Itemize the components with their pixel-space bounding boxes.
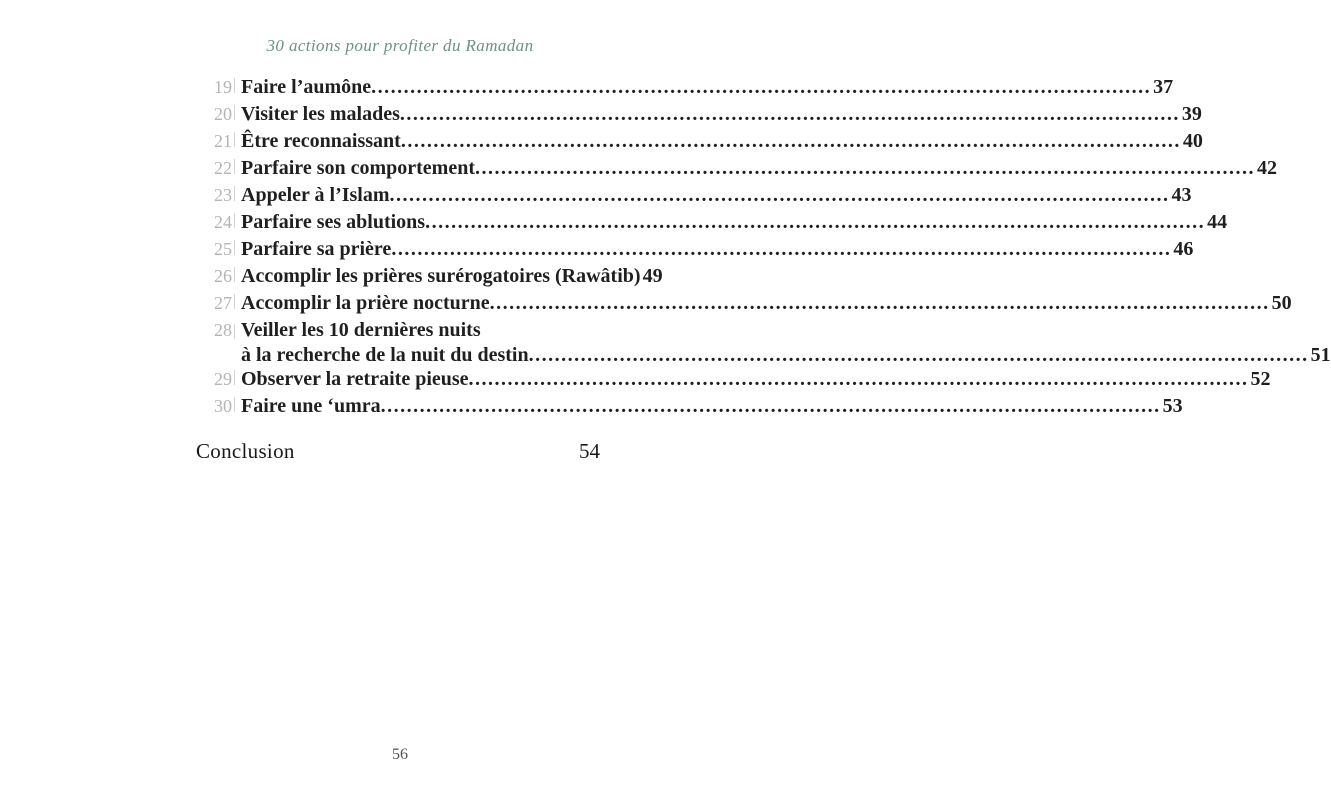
number-separator: [234, 213, 235, 228]
dot-leader: [381, 393, 1161, 420]
toc-entry-number: 30: [214, 396, 232, 416]
number-separator: [234, 132, 235, 147]
dot-leader: [391, 236, 1171, 263]
toc-entry-page: 46: [1173, 238, 1194, 260]
toc-entry-page: 44: [1207, 211, 1228, 233]
toc-entry-title-line2: à la recherche de la nuit du destin: [241, 344, 529, 366]
dot-leader: [401, 128, 1181, 155]
number-separator: [234, 397, 235, 412]
toc-entry: [214, 236, 1194, 263]
toc-entry-page: 53: [1162, 395, 1183, 417]
dot-leader: [490, 290, 1270, 317]
toc-entry: [214, 101, 1202, 128]
toc-entry-number: 25: [214, 239, 232, 259]
toc-entry-title: Accomplir les prières surérogatoires (Rawâtib): [241, 265, 641, 287]
toc-entry: [214, 74, 1174, 101]
toc-entry-page: 43: [1171, 184, 1192, 206]
toc-entry-title: Faire une ‘umra: [241, 395, 381, 417]
toc-entry-title: Appeler à l’Islam: [241, 184, 390, 206]
toc-entry: [214, 366, 1271, 393]
dot-leader: [371, 74, 1151, 101]
dot-leader: [475, 155, 1255, 182]
conclusion-row: [196, 436, 600, 466]
number-separator: [234, 240, 235, 255]
toc-entry-page: 51: [1310, 344, 1331, 366]
toc-entry-title: Observer la retraite pieuse: [241, 368, 469, 390]
toc-entry: [214, 209, 1228, 236]
toc-entry: [214, 393, 1183, 420]
toc-entry-number: 26: [214, 266, 232, 286]
dot-leader: [390, 182, 1170, 209]
toc-entry-number: 20: [214, 104, 232, 124]
conclusion-page: 54: [579, 439, 600, 463]
toc-entry-title: Parfaire ses ablutions: [241, 211, 426, 233]
toc-entry: [214, 263, 663, 290]
toc-entry-title: Veiller les 10 dernières nuits: [241, 319, 481, 341]
toc-entry-number: 23: [214, 185, 232, 205]
number-separator: [234, 186, 235, 201]
toc-entry-number: 24: [214, 212, 232, 232]
number-separator: [234, 105, 235, 120]
toc-entry-page: 50: [1271, 292, 1292, 314]
toc-entry-page: 37: [1153, 76, 1174, 98]
toc-entry-title: Parfaire son comportement: [241, 157, 476, 179]
conclusion-label: Conclusion: [196, 439, 295, 463]
table-of-contents: [196, 74, 1331, 466]
toc-entry-number: 21: [214, 131, 232, 151]
running-header: 30 actions pour profiter du Ramadan: [266, 36, 534, 55]
dot-leader: [425, 209, 1205, 236]
toc-entry: [214, 290, 1292, 317]
toc-entry-number: 28: [214, 320, 232, 340]
dot-leader: [400, 101, 1180, 128]
toc-entry-title: Visiter les malades: [241, 103, 400, 125]
toc-entry-multiline: [241, 317, 1331, 366]
toc-entry-page: 49: [642, 265, 663, 287]
toc-entry-page: 42: [1257, 157, 1278, 179]
number-separator: [234, 159, 235, 174]
number-separator: [234, 324, 235, 339]
toc-entry-title: Être reconnaissant: [241, 130, 401, 152]
toc-entry-page: 40: [1182, 130, 1203, 152]
toc-entry: [214, 317, 1331, 366]
toc-entry-title: Parfaire sa prière: [241, 238, 392, 260]
dot-leader: [529, 344, 1309, 366]
number-separator: [234, 78, 235, 93]
number-separator: [234, 267, 235, 282]
toc-entry-number: 29: [214, 369, 232, 389]
toc-entry-page: 39: [1181, 103, 1202, 125]
number-separator: [234, 294, 235, 309]
toc-entry-number: 22: [214, 158, 232, 178]
dot-leader: [469, 366, 1249, 393]
toc-entry-number: 27: [214, 293, 232, 313]
toc-entry-page: 52: [1250, 368, 1271, 390]
toc-entry: [214, 182, 1192, 209]
page-number-footer: 56: [392, 746, 408, 763]
toc-entry-title: Faire l’aumône: [241, 76, 372, 98]
toc-entry: [214, 155, 1278, 182]
toc-entry-number: 19: [214, 77, 232, 97]
toc-entry-title: Accomplir la prière nocturne: [241, 292, 490, 314]
number-separator: [234, 370, 235, 385]
toc-entry: [214, 128, 1203, 155]
